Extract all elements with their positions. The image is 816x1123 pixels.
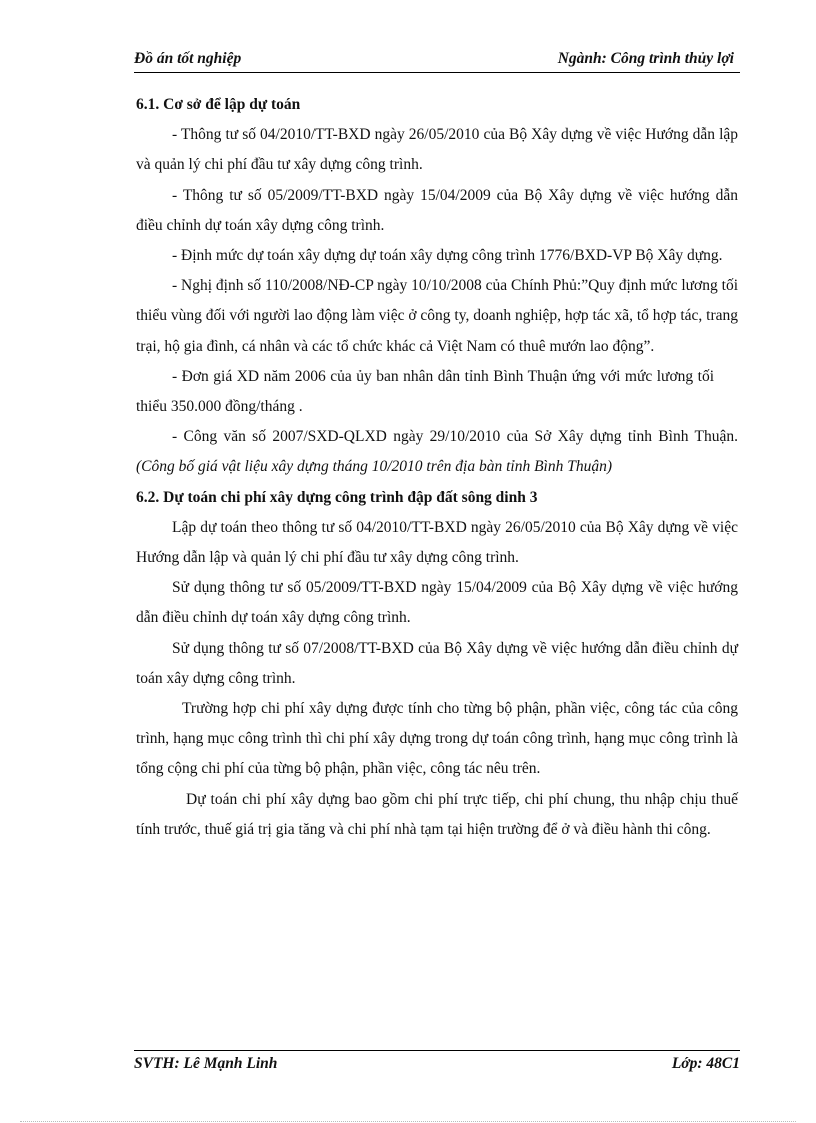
footer-left: SVTH: Lê Mạnh Linh [134, 1055, 278, 1072]
section-2-title: 6.2. Dự toán chi phí xây dựng công trình đập đất sông dinh 3 [136, 488, 538, 506]
section-1-item-last-italic: (Công bố giá vật liệu xây dựng tháng 10/2010 trên địa bàn tỉnh Bình Thuận) [136, 458, 613, 476]
section-1-title: 6.1. Cơ sở để lập dự toán [136, 96, 301, 113]
page-bottom-divider [20, 1121, 796, 1122]
section-2-paragraph: Trường hợp chi phí xây dựng được tính cho từng bộ phận, phần việc, công tác của công trình, hạng mục công trình thì chi phí xây dựng trong dự toán công trình, hạng mục công trình là tổng cộng chi phí của từng bộ phận, phần việc, công tác nêu trên. [136, 700, 738, 778]
section-1-item: - Thông tư số 05/2009/TT-BXD ngày 15/04/2009 của Bộ Xây dựng về việc hướng dẫn điều chỉnh dự toán xây dựng công trình. [136, 186, 738, 234]
section-1-item: - Định mức dự toán xây dựng dự toán xây dựng công trình 1776/BXD-VP Bộ Xây dựng. [172, 247, 723, 265]
section-2-paragraph: Sử dụng thông tư số 07/2008/TT-BXD của Bộ Xây dựng về việc hướng dẫn điều chỉnh dự toán xây dựng công trình. [136, 639, 738, 687]
header-left: Đồ án tốt nghiệp [134, 50, 242, 67]
section-1-item: - Thông tư số 04/2010/TT-BXD ngày 26/05/2010 của Bộ Xây dựng về việc Hướng dẫn lập và quản lý chi phí đầu tư xây dựng công trình. [136, 126, 738, 174]
document-body [136, 90, 738, 845]
section-1-item: - Đơn giá XD năm 2006 của ủy ban nhân dân tỉnh Bình Thuận ứng với mức lương tối thiểu 350.000 đồng/tháng . [136, 367, 714, 416]
section-1-item: - Nghị định số 110/2008/NĐ-CP ngày 10/10/2008 của Chính Phủ:”Quy định mức lương tối thiểu vùng đối với người lao động làm việc ở công ty, doanh nghiệp, hợp tác xã, tổ hợp tác, trang trại, hộ gia đình, cá nhân và các tổ chức khác cả Việt Nam có thuê mướn lao động”. [136, 277, 738, 355]
section-2-paragraph: Dự toán chi phí xây dựng bao gồm chi phí trực tiếp, chi phí chung, thu nhập chịu thuế tính trước, thuế giá trị gia tăng và chi phí nhà tạm tại hiện trường để ở và điều hành thi công. [136, 790, 738, 838]
footer-right: Lớp: 48C1 [671, 1055, 740, 1072]
section-1-item-last [136, 422, 738, 482]
section-2-paragraph: Lập dự toán theo thông tư số 04/2010/TT-BXD ngày 26/05/2010 của Bộ Xây dựng về việc Hướng dẫn lập và quản lý chi phí đầu tư xây dựng công trình. [136, 518, 738, 567]
section-2-paragraph: Sử dụng thông tư số 05/2009/TT-BXD ngày 15/04/2009 của Bộ Xây dựng về việc hướng dẫn điều chỉnh dự toán xây dựng công trình. [136, 579, 738, 627]
page-footer [134, 1050, 740, 1073]
header-right: Ngành: Công trình thủy lợi [557, 50, 734, 67]
page-header [134, 50, 740, 73]
section-1-item-last-main: - Công văn số 2007/SXD-QLXD ngày 29/10/2010 của Sở Xây dựng tỉnh Bình Thuận. [172, 428, 738, 446]
